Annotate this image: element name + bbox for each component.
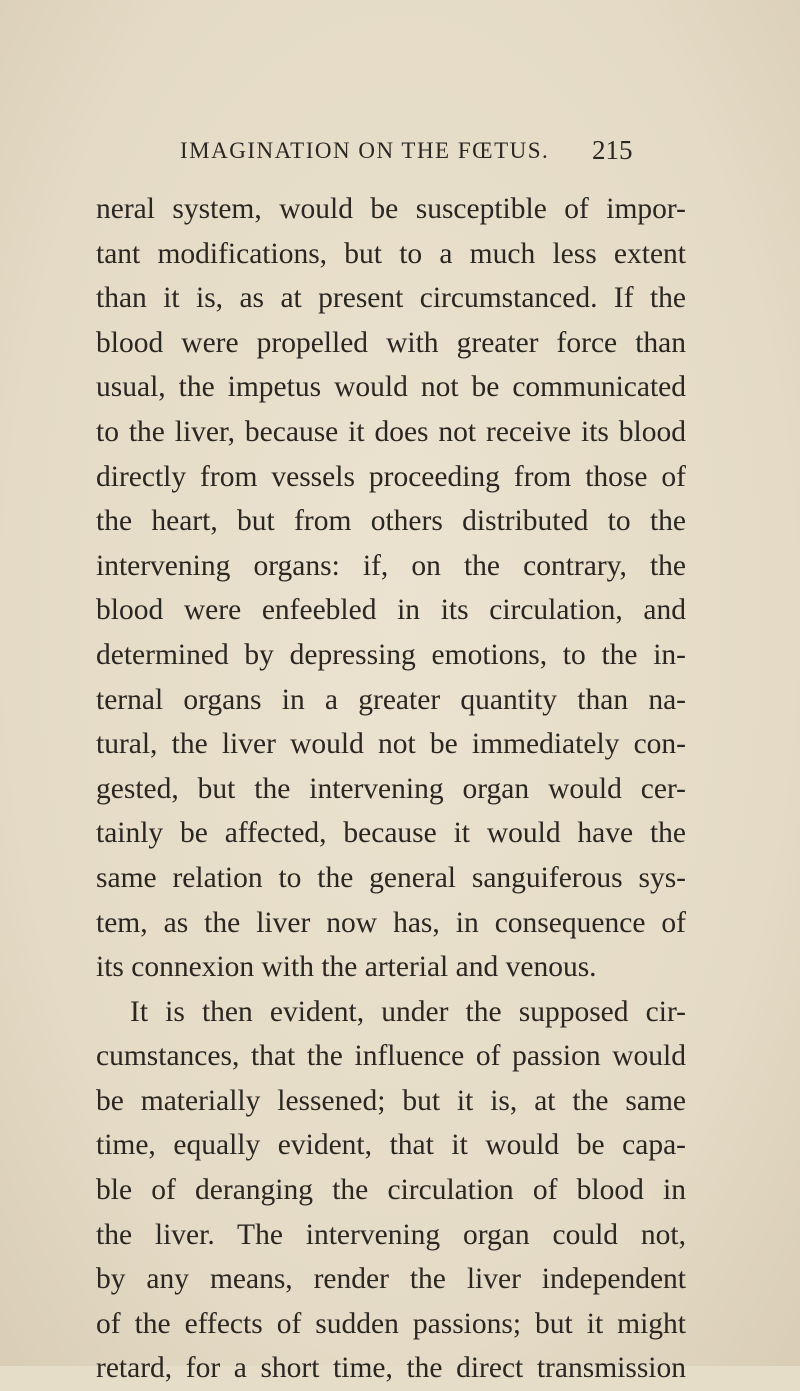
text-line: intervening organs: if, on the contrary, the xyxy=(96,549,686,582)
text-line: of the effects of sudden passions; but it might xyxy=(96,1307,686,1340)
text-line: tainly be affected, because it would have the xyxy=(96,817,686,850)
text-line: cumstances, that the influence of passion would xyxy=(96,1040,686,1073)
text-line: to the liver, because it does not receive its blood xyxy=(96,415,686,448)
text-line: be materially lessened; but it is, at the same xyxy=(96,1084,686,1117)
running-title: IMAGINATION ON THE FŒTUS. xyxy=(180,138,550,163)
text-line: blood were enfeebled in its circulation, and xyxy=(96,594,686,627)
text-line: ble of deranging the circulation of blood in xyxy=(96,1174,686,1207)
text-line: gested, but the intervening organ would cer- xyxy=(96,772,686,805)
text-line: tural, the liver would not be immediately con- xyxy=(96,728,686,761)
text-line: neral system, would be susceptible of impor- xyxy=(96,193,686,225)
text-line: determined by depressing emotions, to the in- xyxy=(96,638,686,671)
text-line: retard, for a short time, the direct transmission xyxy=(96,1352,686,1385)
text-line: blood were propelled with greater force than xyxy=(96,326,686,359)
text-line: time, equally evident, that it would be capa- xyxy=(96,1129,686,1162)
text-line: the heart, but from others distributed to the xyxy=(96,505,686,538)
text-line: tant modifications, but to a much less extent xyxy=(96,237,686,270)
paragraph-start-line: It is then evident, under the supposed cir- xyxy=(130,995,686,1028)
text-line: tem, as the liver now has, in consequence of xyxy=(96,906,686,939)
text-line: ternal organs in a greater quantity than na- xyxy=(96,683,686,716)
page-number: 215 xyxy=(592,135,633,165)
text-line: than it is, as at present circumstanced. If the xyxy=(96,282,686,315)
paragraph-end-line: its connexion with the arterial and venous. xyxy=(96,951,597,984)
running-head xyxy=(180,135,680,174)
text-line: directly from vessels proceeding from those of xyxy=(96,460,686,493)
text-line: same relation to the general sanguiferous sys- xyxy=(96,861,686,894)
body-text xyxy=(96,187,686,1391)
text-line: usual, the impetus would not be communicated xyxy=(96,371,686,404)
text-line: by any means, render the liver independent xyxy=(96,1263,686,1296)
text-line: the liver. The intervening organ could not, xyxy=(96,1218,686,1251)
